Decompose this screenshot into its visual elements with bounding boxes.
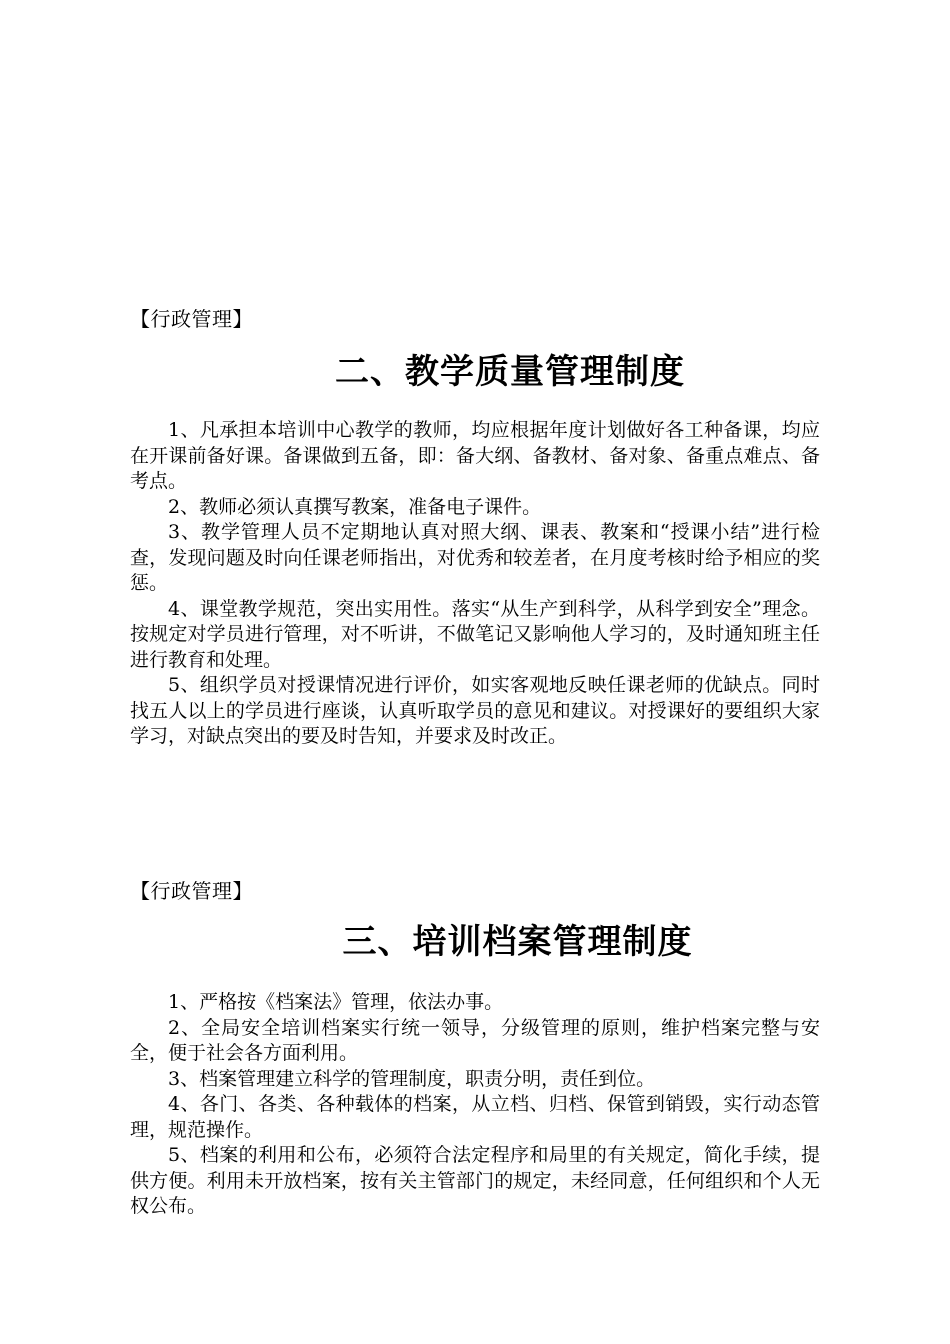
- paragraph: 3、档案管理建立科学的管理制度，职责分明，责任到位。: [168, 1067, 656, 1090]
- section-title: 三、培训档案管理制度: [342, 922, 693, 962]
- section-category-label: 【行政管理】: [130, 307, 253, 331]
- paragraph: 5、档案的利用和公布，必须符合法定程序和局里的有关规定，简化手续，提供方便。利用未开放档案，按有关主管部门的规定，未经同意，任何组织和个人无权公布。: [130, 1144, 820, 1217]
- paragraph: 5、组织学员对授课情况进行评价，如实客观地反映任课老师的优缺点。同时找五人以上的学员进行座谈，认真听取学员的意见和建议。对授课好的要组织大家学习，对缺点突出的要及时告知，并要求及时改正。: [130, 674, 820, 747]
- section-category-label: 【行政管理】: [130, 879, 253, 903]
- section-title: 二、教学质量管理制度: [335, 352, 685, 392]
- paragraph: 1、严格按《档案法》管理，依法办事。: [168, 991, 504, 1013]
- paragraph: 1、凡承担本培训中心教学的教师，均应根据年度计划做好各工种备课，均应在开课前备好课。备课做到五备，即：备大纲、备教材、备对象、备重点难点、备考点。: [130, 419, 820, 492]
- paragraph: 2、教师必须认真撰写教案，准备电子课件。: [168, 495, 542, 518]
- section-body: [130, 990, 820, 1220]
- paragraph: 4、课堂教学规范，突出实用性。落实“从生产到科学，从科学到安全”理念。按规定对学员进行管理，对不听讲，不做笔记又影响他人学习的，及时通知班主任进行教育和处理。: [130, 597, 820, 671]
- paragraph: 3、教学管理人员不定期地认真对照大纲、课表、教案和“授课小结”进行检查，发现问题及时向任课老师指出，对优秀和较差者，在月度考核时给予相应的奖惩。: [130, 521, 820, 594]
- section-body: [130, 418, 820, 750]
- paragraph: 2、全局安全培训档案实行统一领导，分级管理的原则，维护档案完整与安全，便于社会各方面利用。: [130, 1016, 820, 1064]
- paragraph: 4、各门、各类、各种载体的档案，从立档、归档、保管到销毁，实行动态管理，规范操作。: [130, 1093, 820, 1141]
